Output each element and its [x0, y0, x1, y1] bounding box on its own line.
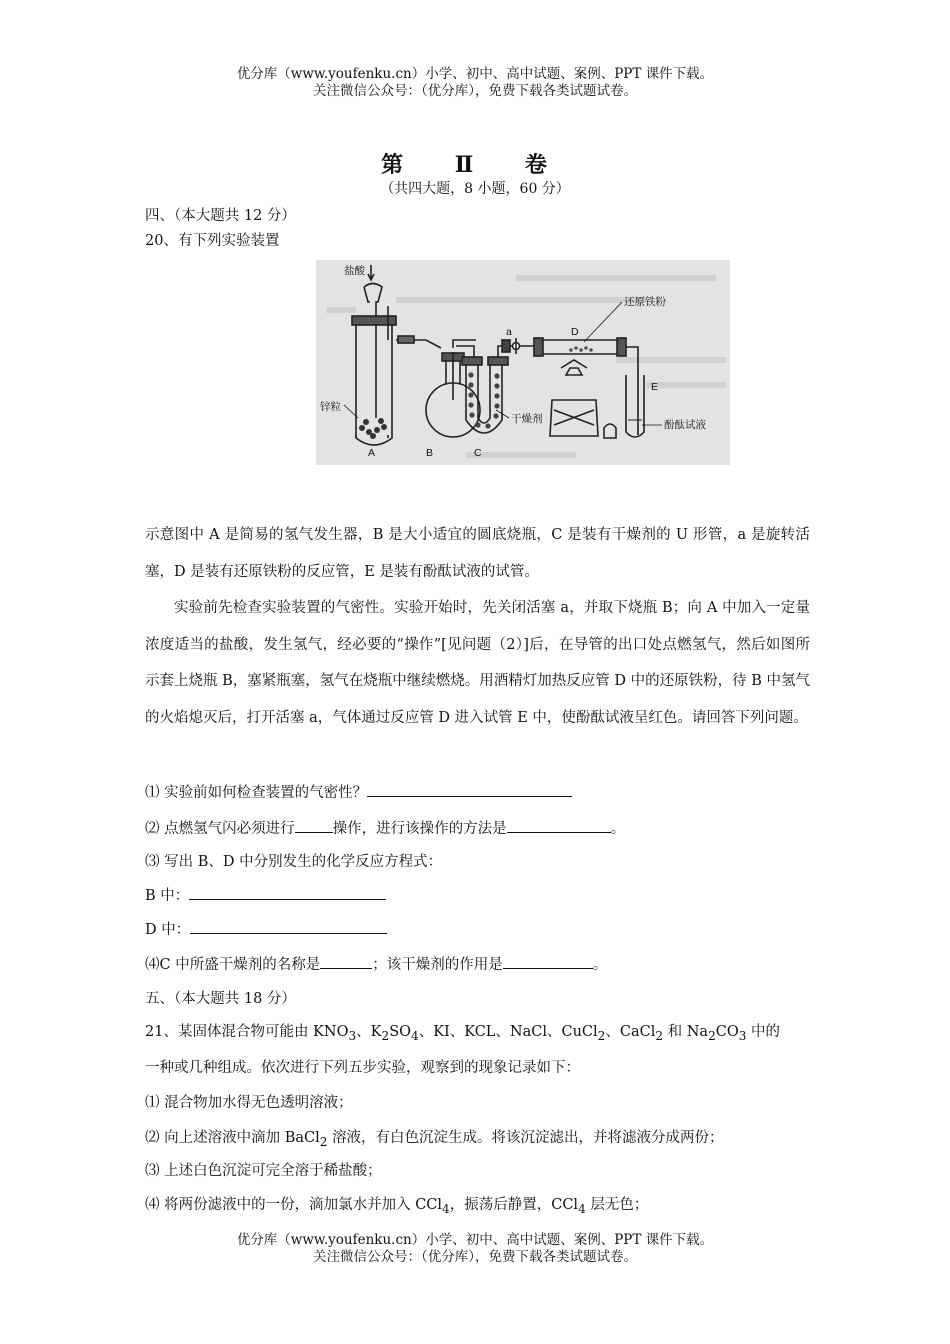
q20-2-text-c: 。 [610, 821, 626, 837]
q21-text: 中的 [746, 1024, 781, 1040]
q21-step2-text: 溶液，有白色沉淀生成。将该沉淀滤出，并将滤液分成两份； [327, 1130, 724, 1146]
question-20-description: 示意图中 A 是简易的氢气发生器，B 是大小适宜的圆底烧瓶，C 是装有干燥剂的 U 形管，a 是旋转活塞，D 是装有还原铁粉的反应管，E 是装有酚酞试液的试管。 [145, 527, 810, 580]
label-zinc: 锌粒 [320, 401, 341, 413]
question-20-part-3-b [145, 884, 386, 905]
apparatus-figure [316, 260, 730, 465]
header-line-1: 优分库（www.youfenku.cn）小学、初中、高中试题、案例、PPT 课件下载。 [236, 66, 714, 82]
answer-blank-2b[interactable] [507, 818, 611, 833]
question-21-step-1: ⑴ 混合物加水得无色透明溶液； [145, 1095, 353, 1111]
question-21-intro-line-2: 一种或几种组成。依次进行下列五步实验，观察到的现象记录如下： [145, 1060, 580, 1076]
answer-blank-4a[interactable] [320, 954, 372, 969]
question-20-title: 20、有下列实验装置 [145, 233, 280, 249]
subscript: 2 [319, 1134, 328, 1149]
q20-4-text-c: 。 [592, 957, 608, 973]
question-20-part-3: ⑶ 写出 B、D 中分别发生的化学反应方程式： [145, 854, 443, 870]
q20-2-text-a: ⑵ 点燃氢气闪必须进行 [145, 821, 295, 837]
header-line-2: 关注微信公众号：（优分库），免费下载各类试题试卷。 [313, 83, 637, 99]
answer-blank-3d[interactable] [190, 919, 387, 934]
q21-text: 、CaCl [605, 1024, 656, 1040]
label-hcl: 盐酸 [344, 265, 365, 277]
answer-blank-2a[interactable] [295, 818, 333, 833]
q21-text: 21、某固体混合物可能由 KNO [145, 1024, 349, 1040]
label-C: C [474, 447, 482, 459]
q21-text: CO [715, 1024, 739, 1040]
footer-line-1: 优分库（www.youfenku.cn）小学、初中、高中试题、案例、PPT 课件下载。 [236, 1232, 714, 1248]
answer-blank-4b[interactable] [503, 954, 593, 969]
section-5-heading: 五、（本大题共 18 分） [145, 991, 296, 1007]
answer-blank-3b[interactable] [189, 885, 386, 900]
label-E: E [651, 381, 659, 393]
label-B: B [426, 447, 434, 459]
question-21-step-4 [145, 1193, 648, 1216]
subscript: 4 [411, 1028, 419, 1043]
q21-text: 、K [356, 1024, 382, 1040]
footer-line-2: 关注微信公众号：（优分库），免费下载各类试题试卷。 [313, 1249, 637, 1265]
label-valve-a: a [506, 326, 512, 338]
label-D: D [571, 326, 579, 338]
paper-title: 第 Ⅱ 卷 [381, 152, 569, 178]
subscript: 2 [655, 1028, 664, 1043]
q20-2-text-b: 操作，进行该操作的方法是 [332, 821, 507, 837]
q21-step4-text: 层无色； [585, 1197, 649, 1213]
subscript: 4 [442, 1201, 450, 1216]
subscript: 2 [597, 1028, 606, 1043]
section-4-heading: 四、（本大题共 12 分） [145, 208, 296, 224]
page-footer [0, 1232, 950, 1266]
label-A: A [368, 447, 376, 459]
subscript: 4 [578, 1201, 586, 1216]
question-20-procedure: 实验前先检查实验装置的气密性。实验开始时，先关闭活塞 a，并取下烧瓶 B；向 A 中加入一定量浓度适当的盐酸，发生氢气，经必要的“操作”[见问题（2）]后，在导管的出口处点燃氢气，然后如图所示套上烧瓶 B，塞紧瓶塞，氢气在烧瓶中继续燃烧。用酒精灯加热反应管 D 中的还原铁粉，待 B 中氢气的火焰熄灭后，打开活塞 a，气体通过反应管 D 进入试管 E 中，使酚酞试液呈红色。请回答下列问题。 [145, 600, 810, 726]
q21-text: SO [389, 1024, 412, 1040]
subscript: 2 [708, 1028, 716, 1043]
q20-3b-label: B 中： [145, 888, 190, 904]
q20-4-text-a: ⑷C 中所盛干燥剂的名称是 [145, 957, 321, 973]
question-20-part-3-d [145, 918, 387, 939]
question-21-step-2 [145, 1126, 724, 1149]
q20-4-text-b: ；该干燥剂的作用是 [372, 957, 503, 973]
subscript: 3 [738, 1028, 747, 1043]
q20-1-text: ⑴ 实验前如何检查装置的气密性？ [145, 785, 368, 801]
q21-step2-text: ⑵ 向上述溶液中滴加 BaCl [145, 1130, 320, 1146]
question-20-part-2 [145, 817, 625, 838]
label-phenolphthalein: 酚酞试液 [664, 419, 706, 431]
subscript: 2 [381, 1028, 390, 1043]
question-20-part-1 [145, 781, 572, 802]
paper-subtitle: （共四大题，8 小题，60 分） [380, 181, 570, 197]
page-header [0, 66, 950, 100]
q21-text: 和 Na [663, 1024, 709, 1040]
question-21-intro [145, 1020, 780, 1043]
subscript: 3 [348, 1028, 357, 1043]
question-20-part-4 [145, 953, 607, 974]
q20-3d-label: D 中： [145, 922, 191, 938]
q21-step4-text: ，振荡后静置，CCl [449, 1197, 579, 1213]
label-desiccant: 干燥剂 [511, 413, 543, 425]
label-iron: 还原铁粉 [624, 296, 666, 308]
q21-step4-text: ⑷ 将两份滤液中的一份，滴加氯水并加入 CCl [145, 1197, 443, 1213]
q21-text: 、KI、KCL、NaCl、CuCl [418, 1024, 598, 1040]
question-21-step-3: ⑶ 上述白色沉淀可完全溶于稀盐酸； [145, 1163, 382, 1179]
answer-blank-1[interactable] [367, 782, 572, 797]
stopper-a [352, 316, 396, 325]
